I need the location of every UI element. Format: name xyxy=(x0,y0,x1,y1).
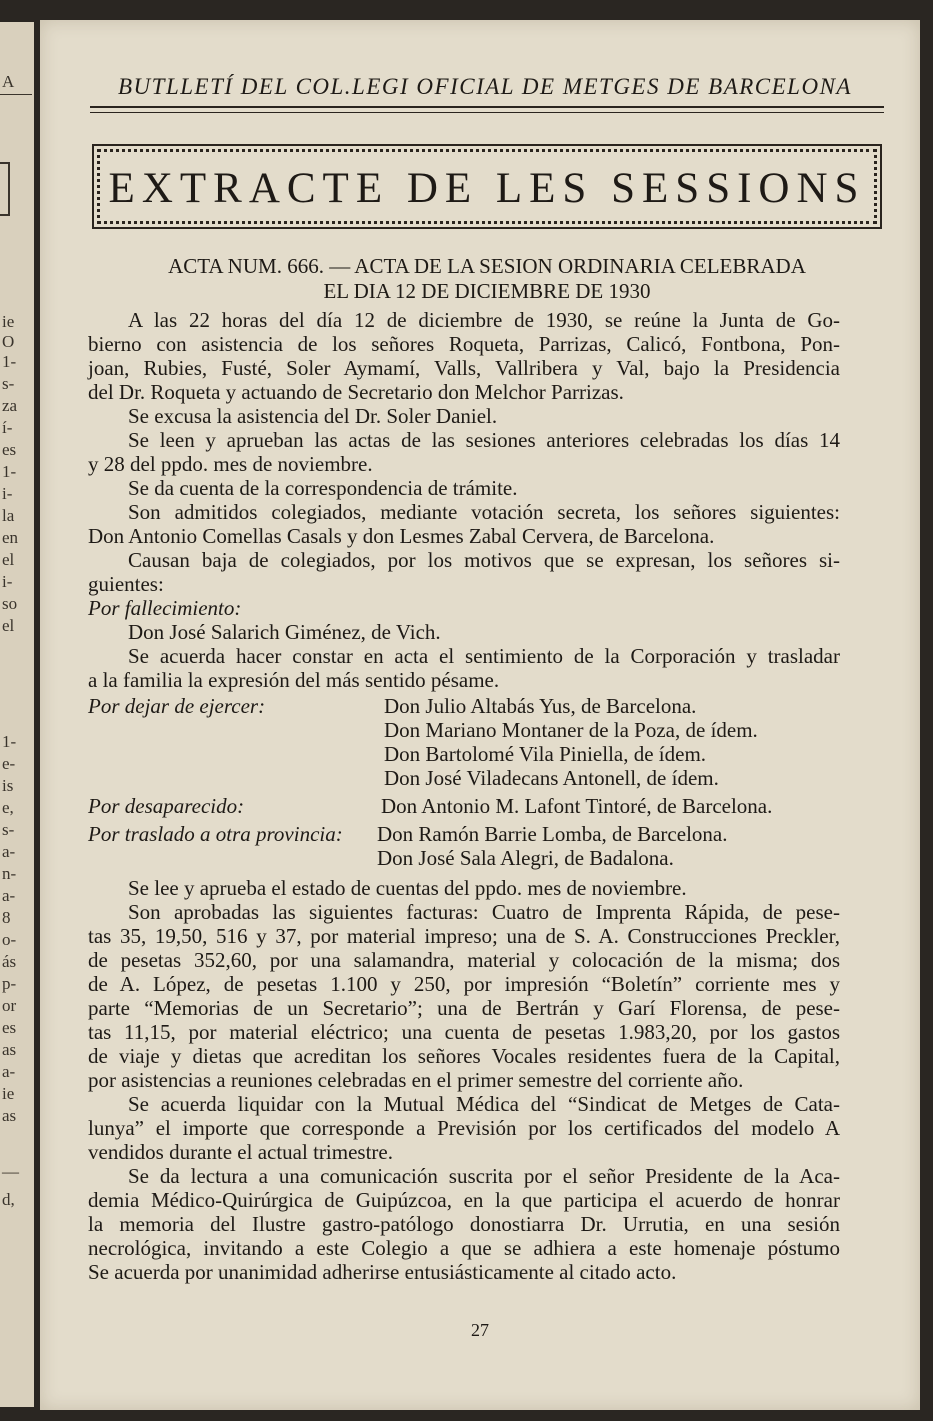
text-line: Se acuerda liquidar con la Mutual Médica del “Sindicat de Metges de Cata- xyxy=(128,1092,840,1116)
left-fragment: 1- xyxy=(2,352,17,371)
left-fragment: ie xyxy=(2,1084,15,1103)
text-line: Son aprobadas las siguientes facturas: Cuatro de Imprenta Rápida, de pese- xyxy=(128,900,840,924)
motive-label: Por desaparecido: xyxy=(88,794,245,818)
text-line: Se acuerda hacer constar en acta el sentimiento de la Corporación y trasladar xyxy=(128,644,840,668)
text-line: vendidos durante el actual trimestre. xyxy=(88,1140,393,1164)
section-title: EXTRACTE DE LES SESSIONS xyxy=(108,165,866,212)
text-line: de pesetas 352,60, por una salamandra, material y colocación de la misma; dos xyxy=(88,948,840,972)
motive-label: Por dejar de ejercer: xyxy=(88,694,266,718)
left-fragment: s- xyxy=(2,374,15,393)
acta-title xyxy=(90,254,884,304)
text-line: a la familia la expresión del más sentido pésame. xyxy=(88,668,500,692)
text-line: Se da lectura a una comunicación suscrita por el señor Presidente de la Aca- xyxy=(128,1164,840,1188)
left-fragment: — xyxy=(2,1162,19,1181)
text-line: Se acuerda por unanimidad adherirse entusiásticamente al citado acto. xyxy=(88,1260,677,1284)
text-line: Don Antonio Comellas Casals y don Lesmes Zabal Cervera, de Barcelona. xyxy=(88,524,715,548)
text-line: parte “Memorias de un Secretario”; una de Bertrán y Garí Florensa, de pese- xyxy=(88,996,840,1020)
text-line: Se leen y aprueban las actas de las sesiones anteriores celebradas los días 14 xyxy=(128,428,840,452)
header-rule xyxy=(90,112,884,113)
text-line: lunya” el importe que corresponde a Previsión por los certificados del modelo A xyxy=(88,1116,840,1140)
text-line: la memoria del Ilustre gastro-patólogo donostiarra Dr. Urrutia, en una sesión xyxy=(88,1212,840,1236)
left-fragment: es xyxy=(2,440,17,459)
header-rule xyxy=(90,106,884,108)
left-fragment: o- xyxy=(2,930,17,949)
member-name: Don Julio Altabás Yus, de Barcelona. xyxy=(384,694,697,718)
left-fragment: a- xyxy=(2,842,16,861)
left-page-edge xyxy=(0,22,34,1407)
text-line: Son admitidos colegiados, mediante votación secreta, los señores siguientes: xyxy=(128,500,840,524)
text-line: Se da cuenta de la correspondencia de trámite. xyxy=(128,476,518,500)
text-line: por asistencias a reuniones celebradas en el primer semestre del corriente año. xyxy=(88,1068,744,1092)
left-fragment: A xyxy=(2,72,15,91)
left-fragment: 8 xyxy=(2,908,11,927)
member-name: Don Antonio M. Lafont Tintoré, de Barcelona. xyxy=(381,794,773,818)
left-fragment: 1- xyxy=(2,732,17,751)
left-fragment: O xyxy=(2,332,15,351)
text-line: demia Médico-Quirúrgica de Guipúzcoa, en la que participa el acuerdo de honrar xyxy=(88,1188,840,1212)
left-page-box xyxy=(0,162,10,216)
member-name: Don José Sala Alegri, de Badalona. xyxy=(377,846,674,870)
member-name: Don José Viladecans Antonell, de ídem. xyxy=(384,766,719,790)
member-name: Don José Salarich Giménez, de Vich. xyxy=(128,620,441,644)
text-line: bierno con asistencia de los señores Roqueta, Parrizas, Calicó, Fontbona, Pon- xyxy=(88,332,840,356)
page-number: 27 xyxy=(471,1320,489,1340)
left-fragment: en xyxy=(2,528,19,547)
text-line: guientes: xyxy=(88,572,164,596)
member-name: Don Bartolomé Vila Piniella, de ídem. xyxy=(384,742,707,766)
acta-title-line: EL DIA 12 DE DICIEMBRE DE 1930 xyxy=(323,279,651,303)
text-line: necrológica, invitando a este Colegio a que se adhiera a este homenaje póstumo xyxy=(88,1236,840,1260)
left-fragment: d, xyxy=(2,1190,15,1209)
text-line: de A. López, de pesetas 1.100 y 250, por impresión “Boletín” corriente mes y xyxy=(88,972,840,996)
left-fragment: el xyxy=(2,616,15,635)
left-fragment: la xyxy=(2,506,15,525)
left-fragment: i- xyxy=(2,484,13,503)
left-fragment: es xyxy=(2,1018,17,1037)
acta-title-line: ACTA NUM. 666. — ACTA DE LA SESION ORDINARIA CELEBRADA xyxy=(168,254,806,278)
member-name: Don Ramón Barrie Lomba, de Barcelona. xyxy=(377,822,728,846)
text-line: joan, Rubies, Fusté, Soler Aymamí, Valls, Vallribera y Val, bajo la Presidencia xyxy=(88,356,840,380)
left-fragment: ie xyxy=(2,312,15,331)
text-line: tas 35, 19,50, 516 y 37, por material impreso; una de S. A. Construcciones Preckler, xyxy=(88,924,840,948)
left-fragment: za xyxy=(2,396,18,415)
text-line: Se excusa la asistencia del Dr. Soler Daniel. xyxy=(128,404,498,428)
left-fragment: e, xyxy=(2,798,14,817)
motive-label: Por fallecimiento: xyxy=(88,596,242,620)
left-fragment: n- xyxy=(2,864,17,883)
left-fragment: so xyxy=(2,594,18,613)
text-line: de viaje y dietas que acreditan los señores Vocales residentes fuera de la Capital, xyxy=(88,1044,840,1068)
left-fragment: a- xyxy=(2,886,16,905)
left-fragment: a- xyxy=(2,1062,16,1081)
left-fragment: or xyxy=(2,996,17,1015)
running-header: BUTLLETÍ DEL COL.LEGI OFICIAL DE METGES DE BARCELONA xyxy=(118,74,852,99)
left-fragment: ás xyxy=(2,952,17,971)
section-banner xyxy=(92,144,882,229)
left-fragment: el xyxy=(2,550,15,569)
document-page xyxy=(40,20,920,1410)
text-line: Causan baja de colegiados, por los motivos que se expresan, los señores si- xyxy=(128,548,840,572)
left-fragment: as xyxy=(2,1040,17,1059)
member-name: Don Mariano Montaner de la Poza, de ídem. xyxy=(384,718,758,742)
text-line: Se lee y aprueba el estado de cuentas del ppdo. mes de noviembre. xyxy=(128,876,687,900)
text-line: del Dr. Roqueta y actuando de Secretario don Melchor Parrizas. xyxy=(88,380,624,404)
text-line: tas 11,15, por material eléctrico; una cuenta de pesetas 1.983,20, por los gastos xyxy=(88,1020,840,1044)
left-fragment: e- xyxy=(2,754,16,773)
text-line: y 28 del ppdo. mes de noviembre. xyxy=(88,452,373,476)
left-fragment: s- xyxy=(2,820,15,839)
left-fragment: is xyxy=(2,776,14,795)
left-fragment: as xyxy=(2,1106,17,1125)
left-fragment: 1- xyxy=(2,462,17,481)
motive-label: Por traslado a otra provincia: xyxy=(88,822,343,846)
left-fragment: p- xyxy=(2,974,17,993)
left-fragment: í- xyxy=(2,418,13,437)
left-fragment: i- xyxy=(2,572,13,591)
text-line: A las 22 horas del día 12 de diciembre de 1930, se reúne la Junta de Go- xyxy=(128,308,840,332)
left-page-rule xyxy=(0,94,32,95)
